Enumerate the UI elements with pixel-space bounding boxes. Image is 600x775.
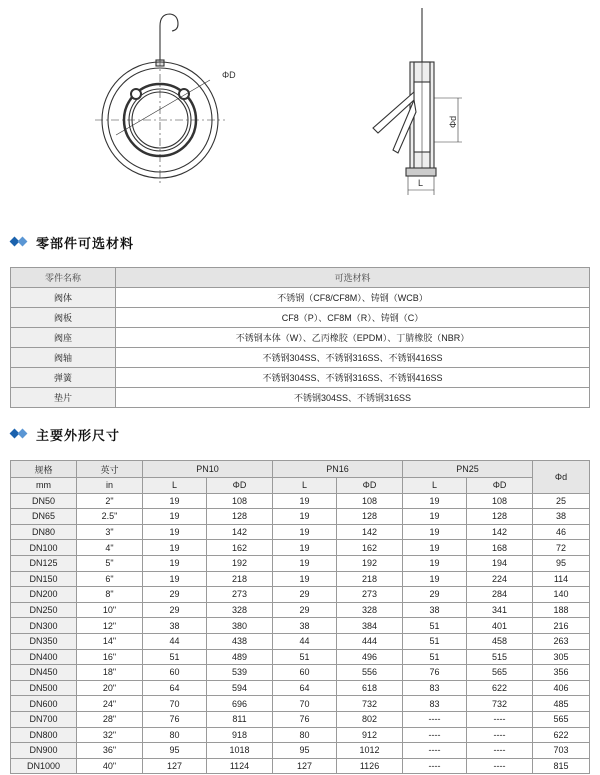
table-row: DN200 8" 29 273 29 273 29 284 140 [11,587,590,603]
table-row: DN450 18" 60 539 60 556 76 565 356 [11,665,590,681]
table-row: DN150 6" 19 218 19 218 19 224 114 [11,571,590,587]
materials-table-header [11,268,590,288]
materials-section-title: 零部件可选材料 [10,232,134,252]
table-row: DN300 12" 38 380 38 384 51 401 216 [11,618,590,634]
col-pn10: PN10 [143,461,273,478]
dims-section-title: 主要外形尺寸 [10,424,120,444]
table-row: DN65 2.5" 19 128 19 128 19 128 38 [11,509,590,525]
front-view [95,14,225,185]
col-phi-d: Φd [533,461,590,494]
dims-header-row-2: mm in L ΦD L ΦD L ΦD [11,478,590,494]
table-row: DN80 3" 19 142 19 142 19 142 46 [11,524,590,540]
phi-D-label: ΦD [222,70,236,80]
table-row: DN400 16" 51 489 51 496 51 515 305 [11,649,590,665]
table-row: DN700 28" 76 811 76 802 ---- ---- 565 [11,711,590,727]
materials-table [10,267,590,408]
table-row: 阀轴 不锈钢304SS、不锈钢316SS、不锈钢416SS [11,348,590,368]
col-pn16: PN16 [273,461,403,478]
col-optional-material: 可选材料 [116,268,590,288]
table-row: DN250 10" 29 328 29 328 38 341 188 [11,602,590,618]
col-spec: 规格 [11,461,77,478]
table-row: 垫片 不锈钢304SS、不锈钢316SS [11,388,590,408]
table-row: DN600 24" 70 696 70 732 83 732 485 [11,696,590,712]
L-label: L [418,178,424,188]
dimensions-table [10,460,590,774]
table-row: DN1000 40" 127 1124 127 1126 ---- ---- 815 [11,758,590,774]
col-part-name: 零件名称 [11,268,116,288]
table-row: 弹簧 不锈钢304SS、不锈钢316SS、不锈钢416SS [11,368,590,388]
valve-technical-drawing [0,0,600,215]
dims-header-row-1 [11,461,590,478]
col-inch: 英寸 [77,461,143,478]
table-row: DN350 14" 44 438 44 444 51 458 263 [11,633,590,649]
table-row: 阀座 不锈钢本体（W）、乙丙橡胶（EPDM）、丁腈橡胶（NBR） [11,328,590,348]
table-row: DN900 36" 95 1018 95 1012 ---- ---- 703 [11,743,590,759]
table-row: DN125 5" 19 192 19 192 19 194 95 [11,555,590,571]
diamond-bullet-icon [10,235,32,249]
phi-d-label: Φd [448,115,458,128]
dims-body [11,493,590,774]
table-row: DN800 32" 80 918 80 912 ---- ---- 622 [11,727,590,743]
col-pn25: PN25 [403,461,533,478]
table-row: DN50 2" 19 108 19 108 19 108 25 [11,493,590,509]
table-row: DN500 20" 64 594 64 618 83 622 406 [11,680,590,696]
table-row: DN100 4" 19 162 19 162 19 168 72 [11,540,590,556]
table-row: 阀板 CF8（P）、CF8M（R）、铸钢（C） [11,308,590,328]
diamond-bullet-icon [10,427,32,441]
table-row: 阀体 不锈钢（CF8/CF8M）、铸钢（WCB） [11,288,590,308]
side-view [373,8,462,195]
